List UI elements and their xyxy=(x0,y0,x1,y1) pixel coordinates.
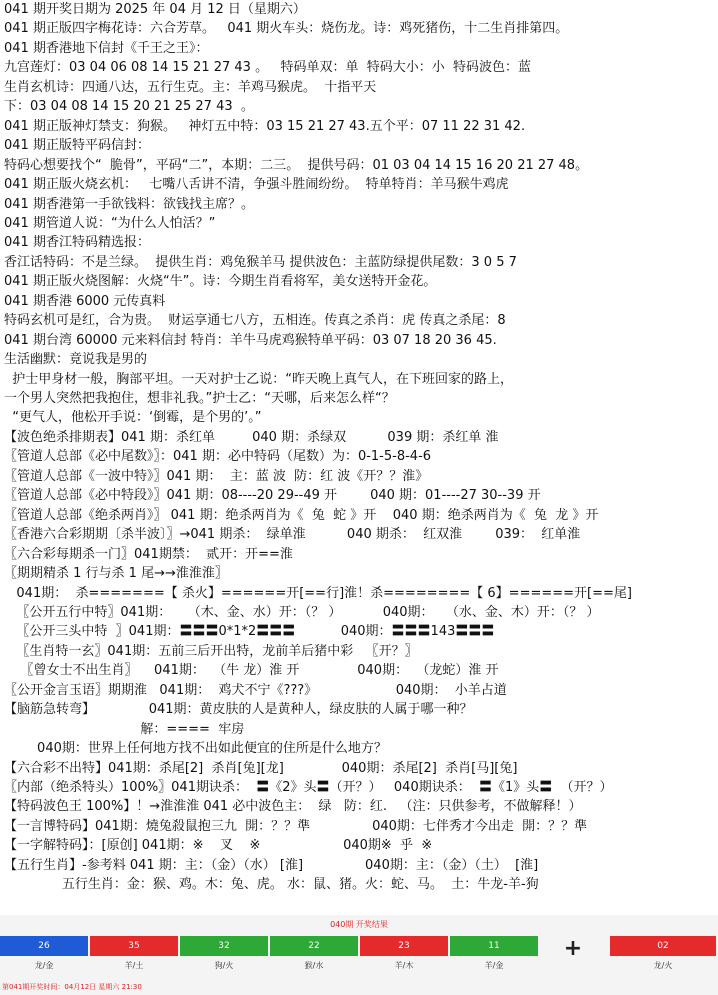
result-zodiac-3: 狗/火 xyxy=(214,961,234,970)
text-line: 〖管道人总部《绝杀两肖》〗 041 期：绝杀两肖为《 兔 蛇 》开 040 期：绝杀两肖为《 兔 龙 》开 xyxy=(4,507,599,523)
text-line: 【脑筋急转弯】 041期：黄皮肤的人是黄种人，绿皮肤的人属于哪一种？ xyxy=(4,702,473,718)
result-ball-4: 22 xyxy=(270,936,358,956)
text-line: 特码玄机可是红，合为贵。 财运享通七八方，五相连。传真之杀肖：虎 传真之杀尾：8 xyxy=(4,313,506,329)
next-draw-time: 第041期开奖时间：04月12日 星期六 21:30 xyxy=(2,983,142,991)
text-line: 〖管道人总部《一波中特》〗041 期： 主：蓝 波 防：红 波《开？？淮》 xyxy=(4,468,429,484)
text-line: 041 期管道人说：“为什么人怕活？” xyxy=(4,215,216,231)
text-line: 〖香港六合彩期期〔杀半波〕〗→041 期杀： 绿单淮 040 期杀： 红双淮 039： 红单淮 xyxy=(4,527,581,543)
result-ball-2: 35 xyxy=(90,936,178,956)
text-line: 041 期香江特码精选报： xyxy=(4,235,150,251)
text-line: 041 期台湾 60000 元来料信封 特肖：羊牛马虎鸡猴特单平码：03 07 18 20 36 45. xyxy=(4,332,497,348)
text-line: 特码心想要找个“ 脆骨”，平码“二”，本期：二三。 提供号码：01 03 04 14 15 16 20 21 27 48。 xyxy=(4,157,589,173)
text-line: 041 期香港第一手欲钱料：欲钱找主席？。 xyxy=(4,196,254,212)
result-ball-1: 26 xyxy=(0,936,88,956)
result-zodiac-5: 羊/木 xyxy=(394,961,414,970)
result-ball-5: 23 xyxy=(360,936,448,956)
text-line: 041 期正版火烧图解：火烧“牛”。诗：今期生肖看将军，美女送特开金花。 xyxy=(4,274,437,290)
text-line: 解：==== 牢房 xyxy=(4,721,245,737)
text-line: 〖管道人总部《必中特段》〗041 期：08----20 29--49 开 040 期：01----27 30--39 开 xyxy=(4,488,541,504)
text-line: 生活幽默：竟说我是男的 xyxy=(4,352,148,368)
result-ball-special: 02 xyxy=(610,936,716,956)
text-line: 【六合彩不出特】041期：杀尾[2] 杀肖[兔][龙] 040期：杀尾[2] 杀肖[马][兔] xyxy=(4,760,518,776)
text-line: 041 期香港地下信封《千王之王》： xyxy=(4,40,209,56)
text-line: 041 期正版四字梅花诗：六合芳草。 041 期火车头：烧伤龙。诗：鸡死猪伤，十二生肖排第四。 xyxy=(4,21,569,37)
text-line: 〖公开五行中特〗041期： （木、金、水）开：（？ ） 040期： （水、金、木）开：（？ ） xyxy=(4,604,600,620)
text-line: 【特码波色王 100%】！→淮淮淮 041 必中波色主： 绿 防：红. （注：只供参考，不做解释！） xyxy=(4,799,582,815)
result-zodiac-6: 羊/金 xyxy=(484,961,504,970)
text-line: 〖生肖特一玄〗041期：五前三后开出特，龙前羊后猪中彩 〖开？〗 xyxy=(4,643,418,659)
text-line: 〖期期精杀 1 行与杀 1 尾→→淮淮淮〗 xyxy=(4,566,228,581)
text-line: 【一言博特码】041期：燒兔殺鼠抱三九 開：？？準 040期：七伴秀才今出走 開：？？準 xyxy=(4,818,588,834)
result-zodiac-1: 龙/金 xyxy=(34,961,54,970)
text-line: 【波色绝杀排期表】041 期：杀红单 040 期：杀绿双 039 期：杀红单 淮 xyxy=(4,429,499,445)
text-line: 一个男人突然把我抱住，想非礼我。”护士乙：“天哪，后来怎么样“？ xyxy=(4,391,395,406)
text-line: 〖管道人总部《必中尾数》〗：041 期：必中特码（尾数）为：0-1-5-8-4-6 xyxy=(4,449,432,465)
text-line: 〖内部（绝杀特头）100%〗041期诀杀： 〓《2》头〓（开？） 040期诀杀： 〓《1》头〓 （开？） xyxy=(4,780,613,795)
result-zodiac-special: 龙/火 xyxy=(653,961,673,970)
text-line: 下：03 04 08 14 15 20 21 25 27 43 。 xyxy=(4,99,254,115)
text-line: 040期：世界上任何地方找不出如此便宜的住所是什么地方？ xyxy=(4,741,387,757)
text-line: 〖曾女士不出生肖〗 041期： （牛 龙）淮 开 040期： （龙蛇）淮 开 xyxy=(4,663,499,679)
text-line: 〖公开三头中特 〗041期：〓〓〓0*1*2〓〓〓 040期：〓〓〓143〓〓〓 xyxy=(4,624,495,640)
result-ball-3: 32 xyxy=(180,936,268,956)
text-line: 041期： 杀=======【 杀火】======开[==行]淮！杀========【 6】======开[==尾] xyxy=(4,585,632,601)
text-line: 041 期香港 6000 元传真料 xyxy=(4,293,166,309)
text-line: 041 期正版神灯禁支：狗猴。 神灯五中特：03 15 21 27 43.五个平：07 11 22 31 42. xyxy=(4,118,526,134)
result-zodiac-2: 羊/土 xyxy=(124,961,144,970)
text-line: 九宫莲灯：03 04 06 08 14 15 21 27 43 。 特码单双：单 特码大小：小 特码波色：蓝 xyxy=(4,60,531,76)
text-line: 五行生肖：金：猴、鸡。木：兔、虎。 水：鼠、猪。火：蛇、马。 土：牛龙-羊-狗 xyxy=(4,877,539,893)
text-line: 【一字解特码】：[原创] 041期：※ 叉 ※ 040期※ 乎 ※ xyxy=(4,838,433,854)
text-line: 【五行生肖】-参考料 041 期：主：（金）（水） [淮] 040期：主：（金）（土） [淮] xyxy=(4,857,539,873)
result-zodiac-4: 猴/水 xyxy=(304,961,324,970)
text-line: 香江话特码：不是兰绿。 提供生肖：鸡兔猴羊马 提供波色：主蓝防绿提供尾数：3 0 5 7 xyxy=(4,254,517,270)
text-line: 041 期正版火烧玄机： 七嘴八舌讲不清，争强斗胜闹纷纷。 特单特肖：羊马猴牛鸡虎 xyxy=(4,177,509,192)
results-banner: 040期 开奖结果 xyxy=(330,920,388,929)
text-line: “更气人，他松开手说：‘倒霉，是个男的’。” xyxy=(4,410,262,426)
text-line: 〖公开金言玉语〗期期淮 041期： 鸡犬不宁《???》 040期： 小羊占道 xyxy=(4,682,507,698)
plus-icon: + xyxy=(563,936,583,961)
text-line: 041 期开奖日期为 2025 年 04 月 12 日（星期六） xyxy=(4,2,306,17)
text-line: 041 期正版特平码信封： xyxy=(4,138,150,154)
text-line: 生肖玄机诗：四通八达，五行生克。主：羊鸡马猴虎。 十指平天 xyxy=(4,79,377,95)
text-line: 〖六合彩每期杀一门〗041期禁： 贰开：开==淮 xyxy=(4,546,293,562)
text-line: 护士甲身材一般，胸部平坦。一天对护士乙说：“昨天晚上真气人，在下班回家的路上， xyxy=(4,371,514,387)
result-ball-6: 11 xyxy=(450,936,538,956)
